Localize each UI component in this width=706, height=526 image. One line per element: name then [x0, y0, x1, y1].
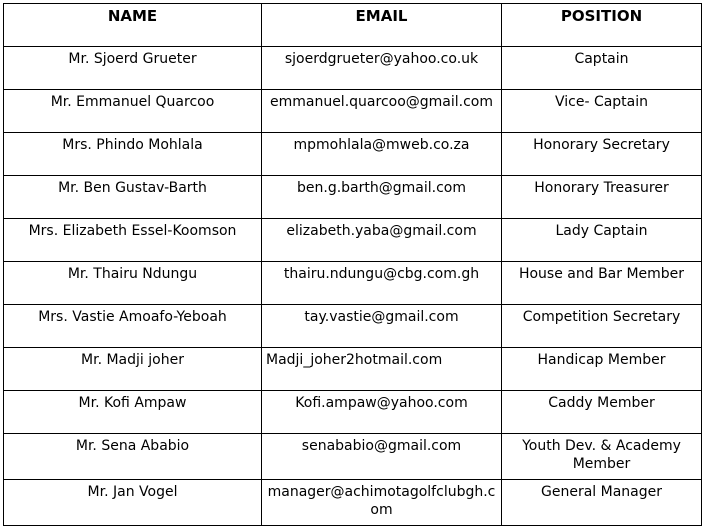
- name-cell: Mrs. Elizabeth Essel-Koomson: [4, 219, 262, 262]
- name-cell: Mr. Jan Vogel: [4, 480, 262, 526]
- committee-table-container: [3, 3, 702, 526]
- position-cell: Youth Dev. & Academy Member: [502, 434, 702, 480]
- table-row: [4, 434, 702, 480]
- name-cell: Mr. Thairu Ndungu: [4, 262, 262, 305]
- position-cell: Captain: [502, 47, 702, 90]
- table-row: [4, 47, 702, 90]
- table-row: [4, 219, 702, 262]
- table-row: [4, 90, 702, 133]
- position-cell: Honorary Treasurer: [502, 176, 702, 219]
- email-cell: Kofi.ampaw@yahoo.com: [262, 391, 502, 434]
- email-cell: tay.vastie@gmail.com: [262, 305, 502, 348]
- position-cell: Handicap Member: [502, 348, 702, 391]
- email-column-header: EMAIL: [262, 4, 502, 47]
- table-row: [4, 133, 702, 176]
- name-cell: Mr. Madji joher: [4, 348, 262, 391]
- position-cell: Competition Secretary: [502, 305, 702, 348]
- name-column-header: NAME: [4, 4, 262, 47]
- email-cell: mpmohlala@mweb.co.za: [262, 133, 502, 176]
- email-cell: manager@achimotagolfclubgh.com: [262, 480, 502, 526]
- email-cell: senababio@gmail.com: [262, 434, 502, 480]
- table-row: [4, 305, 702, 348]
- email-cell: ben.g.barth@gmail.com: [262, 176, 502, 219]
- table-row: [4, 480, 702, 526]
- position-cell: Honorary Secretary: [502, 133, 702, 176]
- email-cell: sjoerdgrueter@yahoo.co.uk: [262, 47, 502, 90]
- position-cell: General Manager: [502, 480, 702, 526]
- name-cell: Mrs. Phindo Mohlala: [4, 133, 262, 176]
- header-row: [4, 4, 702, 47]
- name-cell: Mr. Kofi Ampaw: [4, 391, 262, 434]
- name-cell: Mr. Sjoerd Grueter: [4, 47, 262, 90]
- name-cell: Mrs. Vastie Amoafo-Yeboah: [4, 305, 262, 348]
- position-cell: Lady Captain: [502, 219, 702, 262]
- email-cell: thairu.ndungu@cbg.com.gh: [262, 262, 502, 305]
- table-row: [4, 348, 702, 391]
- email-cell: emmanuel.quarcoo@gmail.com: [262, 90, 502, 133]
- committee-table: [3, 3, 702, 526]
- table-row: [4, 262, 702, 305]
- table-row: [4, 176, 702, 219]
- table-row: [4, 391, 702, 434]
- position-cell: House and Bar Member: [502, 262, 702, 305]
- name-cell: Mr. Sena Ababio: [4, 434, 262, 480]
- position-cell: Caddy Member: [502, 391, 702, 434]
- name-cell: Mr. Emmanuel Quarcoo: [4, 90, 262, 133]
- email-cell: Madji_joher2hotmail.com: [262, 348, 502, 391]
- email-cell: elizabeth.yaba@gmail.com: [262, 219, 502, 262]
- name-cell: Mr. Ben Gustav-Barth: [4, 176, 262, 219]
- position-cell: Vice- Captain: [502, 90, 702, 133]
- position-column-header: POSITION: [502, 4, 702, 47]
